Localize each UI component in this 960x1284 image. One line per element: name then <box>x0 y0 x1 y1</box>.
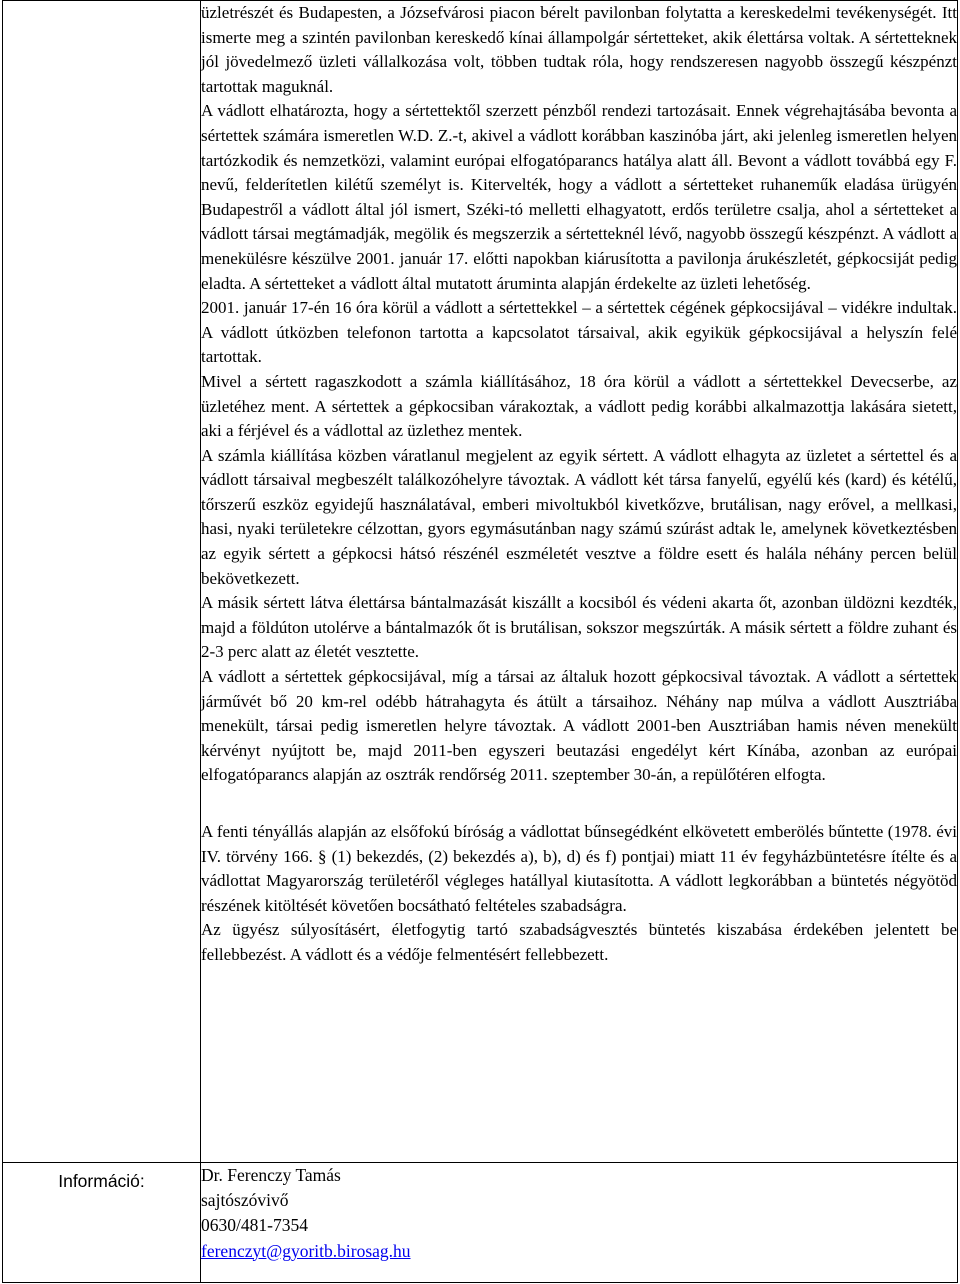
empty-label-cell <box>3 1 201 1163</box>
info-label: Információ: <box>58 1171 145 1191</box>
paragraph-6: A másik sértett látva élettársa bántalmazását kiszállt a kocsiból és védeni akarta őt, azonban üldözni kezdték, majd a földúton utolérve a bántalmazók őt is brutálisan, sokszor megszúrták. A másik sértett a földre zuhant és 2-3 perc alatt az életét vesztette. <box>201 593 957 662</box>
facts-cell <box>201 1 958 1163</box>
paragraph-1: üzletrészét és Budapesten, a Józsefvárosi piacon bérelt pavilonban folytatta a kereskedelmi tevékenységét. Itt ismerte meg a szintén pavilonban kereskedő kínai állampolgár sértetteket, akik élettársa voltak. A sértetteknek jól jövedelmező üzleti vállalkozása volt, többen tudtak róla, hogy rendszeresen nagyobb összegű készpénzt tartottak maguknál. <box>201 3 957 96</box>
paragraph-4: Mivel a sértett ragaszkodott a számla kiállításához, 18 óra körül a vádlott a sértettekkel Devecserbe, az üzletéhez ment. A sértettek a gépkocsiban várakoztak, a vádlott pedig korábbi alkalmazottja lakására sietett, aki a férjével és a vádlottal az üzlethez mentek. <box>201 371 957 441</box>
paragraph-gap <box>201 788 957 820</box>
paragraph-7: A vádlott a sértettek gépkocsijával, míg a társai az általuk hozott gépkocsival távoztak. A vádlott a sértettek járművét bő 20 km-rel odébb hátrahagyta és átült a társaihoz. Néhány nap múlva a vádlott Ausztriába menekült, társai pedig ismeretlen helyre távoztak. A vádlott 2001-ben Ausztriában hamis néven menekült kérvényt nyújtott be, majd 2011-ben egyszeri beutazási engedélyt kért Kínába, azonban az európai elfogatóparancs alapján az osztrák rendőrség 2011. szeptember 30-án, a repülőtéren elfogta. <box>201 667 957 785</box>
paragraph-5: A számla kiállítása közben váratlanul megjelent az egyik sértett. A vádlott elhagyta az üzletet a sértettel és a vádlott társaival megbeszélt találkozóhelyre távoztak. A vádlott két társa fanyelű, egyélű kés (kard) és kétélű, tőrszerű eszköz egyidejű használatával, emberi mivoltukból kivetkőzve, brutálisan, nagy erővel, a mellkasi, hasi, nyaki területekre célzottan, gyors egymásutánban nagy számú szúrást adtak le, amelynek következtésben az egyik sértett a gépkocsi hátsó részénél eszméletét vesztve a földre esett és halála néhány percen belül bekövetkezett. <box>201 445 957 588</box>
document-table <box>2 0 958 1283</box>
contact-cell <box>201 1163 958 1283</box>
contact-name: Dr. Ferenczy Tamás <box>201 1165 341 1185</box>
paragraph-3: 2001. január 17-én 16 óra körül a vádlott a sértettekkel – a sértettek cégének gépkocsijával – vidékre indultak. A vádlott útközben telefonon tartotta a kapcsolatot társaival, akik egyikük gépkocsijával a helyszín felé tartottak. <box>201 298 957 367</box>
verdict-paragraph-2: Az ügyész súlyosításért, életfogytig tartó szabadságvesztés büntetés kiszabása érdekében jelentett be fellebbezést. A vádlott és a védője felmentésért fellebbezett. <box>201 920 957 964</box>
verdict-paragraph-1: A fenti tényállás alapján az elsőfokú bíróság a vádlottat bűnsegédként elkövetett emberölés bűntette (1978. évi IV. törvény 166. § (1) bekezdés, (2) bekezdés a), b), d) és f) pontjai) miatt 11 év fegyházbüntetésre ítélte és a vádlottat Magyarország területéről végleges hatállyal kiutasította. A vádlott legkorábban a büntetés négyötöd részének kitöltését követően bocsátható feltételes szabadságra. <box>201 822 957 915</box>
contact-phone: 0630/481-7354 <box>201 1215 308 1236</box>
info-label-cell <box>3 1163 201 1283</box>
contact-role: sajtószóvivő <box>201 1190 289 1211</box>
contact-email-link[interactable]: ferenczyt@gyoritb.birosag.hu <box>201 1240 411 1261</box>
paragraph-2: A vádlott elhatározta, hogy a sértettektől szerzett pénzből rendezi tartozásait. Ennek végrehajtásába bevonta a sértettek számára ismeretlen W.D. Z.-t, akivel a vádlott korábban kaszinóba járt, aki jelenleg ismeretlen helyen tartózkodik és nemzetközi, valamint európai elfogatóparancs hatálya alatt áll. Bevont a vádlott továbbá egy F. nevű, felderítetlen kilétű személyt is. Kitervelték, hogy a vádlott a sértetteket ruhaneműk eladása ürügyén Budapestről a vádlott által jól ismert, Széki-tó melletti elhagyatott, erdős területre csalja, ahol a sértetteket a vádlott társai megtámadják, megölik és megszerzik a sértetteknél lévő, nagyobb összegű készpénzt. A vádlott a menekülésre készülve 2001. január 17. előtti napokban kiárusította a pavilonja árukészletét, gépkocsiját pedig eladta. A sértetteket a vádlott által mutatott áruminta alapján érdekelte az üzleti lehetőség. <box>201 101 957 293</box>
